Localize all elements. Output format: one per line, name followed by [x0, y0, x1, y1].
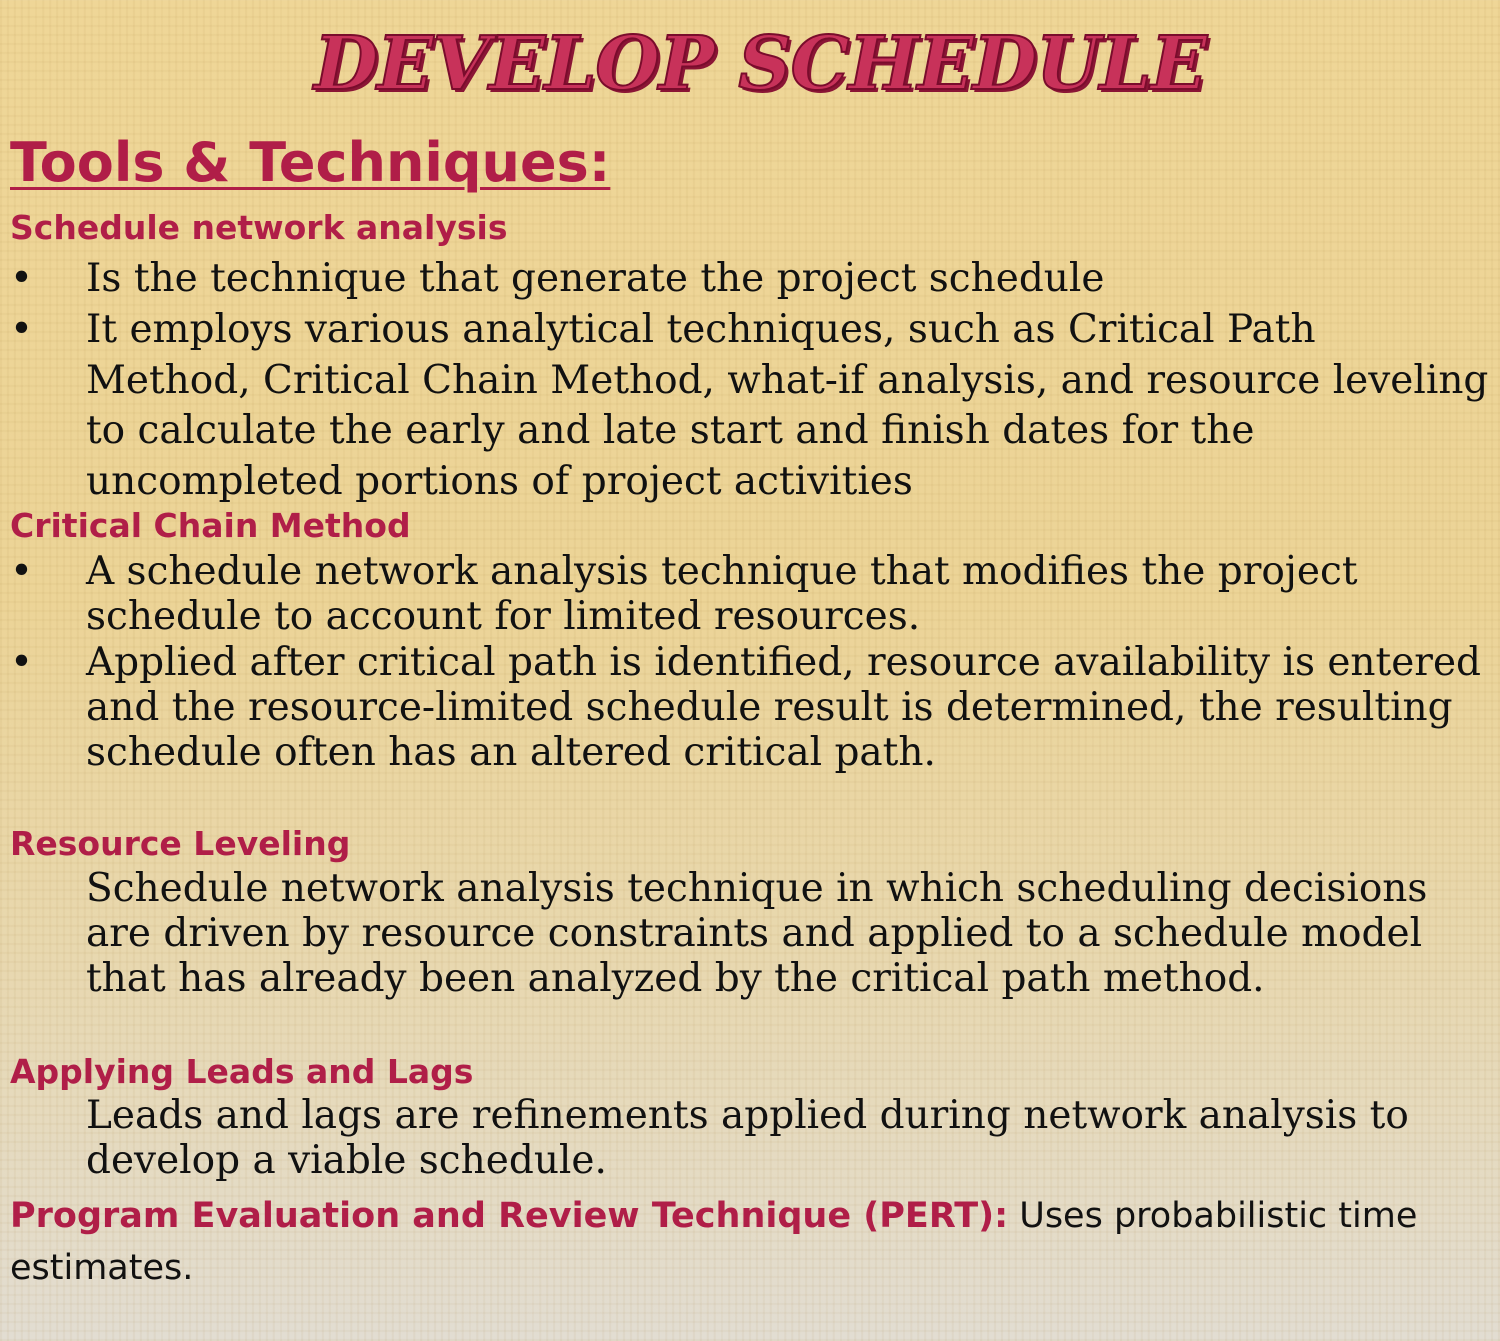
- network-analysis-bullets: [0, 254, 1490, 507]
- bullet-text: Is the technique that generate the project schedule: [86, 256, 1105, 301]
- slide-title: DEVELOP SCHEDULE: [313, 21, 1207, 107]
- resource-leveling-text: Schedule network analysis technique in which scheduling decisions are driven by resource constraints and applied to a schedule model that has already been analyzed by the critical path method.: [86, 866, 1428, 1001]
- tools-heading: Tools & Techniques:: [10, 131, 611, 194]
- bullet-icon: •: [10, 549, 34, 594]
- bullet-icon: •: [10, 640, 34, 685]
- section-title-critical-chain: Critical Chain Method: [10, 506, 411, 545]
- bullet-item: [0, 549, 1490, 639]
- pert-text: Uses probabilistic time estimates.: [10, 1196, 1418, 1288]
- bullet-text: Applied after critical path is identified, resource availability is entered and the resource-limited schedule result is determined, the resulting schedule often has an altered critical path.: [86, 640, 1481, 775]
- pert-label: Program Evaluation and Review Technique (PERT):: [10, 1196, 1009, 1236]
- bullet-icon: •: [10, 256, 34, 301]
- bullet-item: [0, 305, 1490, 507]
- section-title-resource-leveling: Resource Leveling: [10, 824, 351, 863]
- bullet-text: A schedule network analysis technique that modifies the project schedule to account for limited resources.: [86, 549, 1358, 639]
- leads-lags-text: Leads and lags are refinements applied during network analysis to develop a viable schedule.: [86, 1093, 1409, 1183]
- section-title-network-analysis: Schedule network analysis: [10, 208, 508, 247]
- section-title-leads-lags: Applying Leads and Lags: [10, 1052, 474, 1091]
- bullet-item: [0, 254, 1490, 304]
- bullet-text: It employs various analytical techniques, such as Critical Path Method, Critical Chain Method, what-if analysis, and resource leveling to calculate the early and late start and finish dates for the uncompleted portions of project activities: [86, 307, 1489, 504]
- critical-chain-bullets: [0, 549, 1490, 775]
- bullet-item: [0, 640, 1490, 775]
- pert-paragraph: [10, 1190, 1490, 1294]
- bullet-icon: •: [10, 307, 34, 352]
